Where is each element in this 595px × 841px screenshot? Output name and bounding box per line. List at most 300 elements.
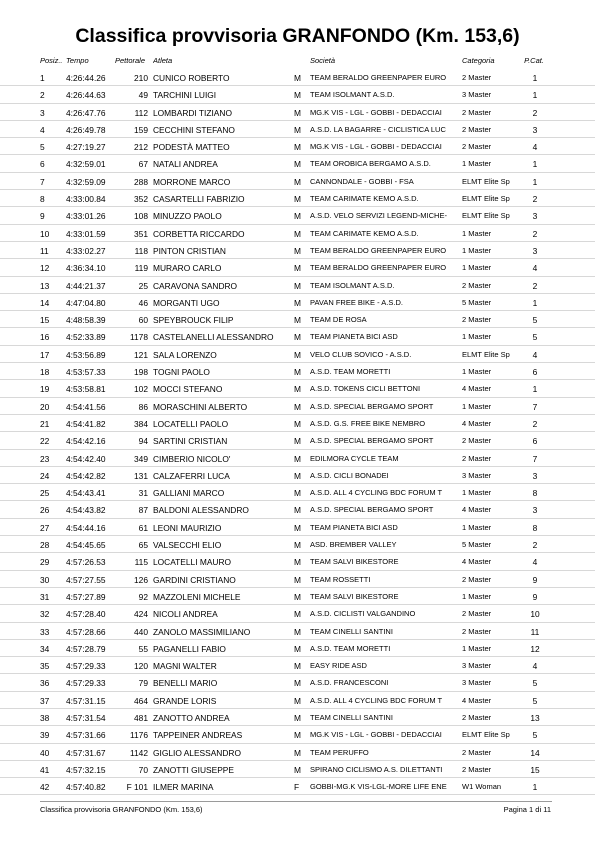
athlete-name-cell: SALA LORENZO (153, 349, 217, 360)
header-category: Categoria (462, 56, 495, 65)
table-row (0, 207, 595, 224)
category-position-cell: 3 (532, 211, 538, 222)
category-position-cell: 11 (530, 626, 540, 637)
team-cell: ASD. BREMBER VALLEY (310, 540, 397, 550)
sex-cell: M (294, 540, 301, 551)
category-cell: 1 Master (462, 643, 492, 653)
position-cell: 20 (40, 401, 50, 412)
time-cell: 4:33:01.26 (66, 211, 106, 222)
athlete-name-cell: GIGLIO ALESSANDRO (153, 747, 241, 758)
time-cell: 4:54:43.82 (66, 505, 106, 516)
bib-cell: 70 (138, 764, 148, 775)
athlete-name-cell: LOMBARDI TIZIANO (153, 107, 232, 118)
category-cell: 2 Master (462, 280, 492, 290)
category-cell: 1 Master (462, 401, 492, 411)
sex-cell: M (294, 730, 301, 741)
sex-cell: M (294, 747, 301, 758)
position-cell: 30 (40, 574, 50, 585)
category-cell: 2 Master (462, 747, 492, 757)
team-cell: TEAM CINELLI SANTINI (310, 712, 393, 722)
position-cell: 11 (40, 245, 49, 256)
category-cell: 2 Master (462, 315, 492, 325)
category-position-cell: 8 (532, 488, 538, 499)
sex-cell: M (294, 643, 301, 654)
table-row (0, 121, 595, 138)
time-cell: 4:26:44.26 (66, 73, 106, 83)
team-cell: TEAM ISOLMANT A.S.D. (310, 280, 395, 290)
page-number: Pagina 1 di 11 (503, 805, 551, 814)
sex-cell: M (294, 678, 301, 689)
position-cell: 34 (40, 643, 50, 654)
team-cell: TEAM ROSSETTI (310, 574, 371, 584)
team-cell: TEAM PIANETA BICI ASD (310, 332, 398, 342)
category-position-cell: 6 (532, 436, 538, 447)
position-cell: 8 (40, 194, 45, 205)
table-row (0, 553, 595, 570)
category-cell: 1 Master (462, 332, 492, 342)
sex-cell: M (294, 107, 301, 118)
category-position-cell: 15 (530, 764, 540, 775)
athlete-name-cell: CASTELANELLI ALESSANDRO (153, 332, 274, 343)
category-position-cell: 4 (532, 349, 538, 360)
category-cell: 1 Master (462, 245, 492, 255)
category-cell: 2 Master (462, 626, 492, 636)
bib-cell: 65 (138, 540, 148, 551)
athlete-name-cell: CORBETTA RICCARDO (153, 228, 245, 239)
athlete-name-cell: GALLIANI MARCO (153, 488, 225, 499)
bib-cell: 351 (134, 228, 148, 239)
bib-cell: 25 (138, 280, 148, 291)
category-cell: ELMT Elite Sp (462, 349, 510, 359)
bib-cell: 1142 (129, 747, 148, 758)
athlete-name-cell: NATALI ANDREA (153, 159, 218, 170)
team-cell: TEAM CARIMATE KEMO A.S.D. (310, 228, 419, 238)
results-table (0, 69, 595, 795)
position-cell: 17 (40, 349, 50, 360)
category-position-cell: 1 (532, 176, 538, 187)
table-row (0, 588, 595, 605)
sex-cell: M (294, 367, 301, 378)
time-cell: 4:53:57.33 (66, 367, 106, 378)
team-cell: EDILMORA CYCLE TEAM (310, 453, 399, 463)
team-cell: A.S.D. TOKENS CICLI BETTONI (310, 384, 421, 394)
time-cell: 4:47:04.80 (66, 297, 106, 308)
category-cell: 2 Master (462, 142, 492, 152)
athlete-name-cell: TARCHINI LUIGI (153, 90, 217, 101)
table-row (0, 328, 595, 345)
category-cell: 2 Master (462, 107, 492, 117)
category-cell: 1 Master (462, 591, 492, 601)
athlete-name-cell: CARAVONA SANDRO (153, 280, 238, 291)
athlete-name-cell: NICOLI ANDREA (153, 609, 218, 620)
category-cell: 2 Master (462, 453, 492, 463)
athlete-name-cell: SARTINI CRISTIAN (153, 436, 228, 447)
time-cell: 4:57:32.15 (66, 764, 106, 775)
category-position-cell: 4 (532, 661, 538, 672)
time-cell: 4:57:28.79 (66, 643, 106, 654)
team-cell: A.S.D. SPECIAL BERGAMO SPORT (310, 505, 434, 515)
bib-cell: 1178 (129, 332, 148, 343)
time-cell: 4:57:31.67 (66, 747, 106, 758)
bib-cell: 61 (138, 522, 148, 533)
table-row (0, 778, 595, 795)
team-cell: CANNONDALE - GOBBI - FSA (310, 176, 414, 186)
sex-cell: M (294, 124, 301, 135)
category-position-cell: 5 (532, 332, 538, 343)
sex-cell: M (294, 557, 301, 568)
category-cell: ELMT Elite Sp (462, 730, 510, 740)
athlete-name-cell: CECCHINI STEFANO (153, 124, 235, 135)
category-cell: 4 Master (462, 695, 492, 705)
position-cell: 9 (40, 211, 45, 222)
time-cell: 4:26:49.78 (66, 124, 106, 135)
time-cell: 4:32:59.09 (66, 176, 106, 187)
category-position-cell: 1 (532, 384, 538, 395)
team-cell: TEAM SALVI BIKESTORE (310, 557, 399, 567)
category-cell: 4 Master (462, 505, 492, 515)
category-cell: ELMT Elite Sp (462, 176, 510, 186)
category-cell: 2 Master (462, 436, 492, 446)
athlete-name-cell: GRANDE LORIS (153, 695, 217, 706)
bib-cell: 288 (134, 176, 148, 187)
position-cell: 21 (40, 418, 50, 429)
athlete-name-cell: CALZAFERRI LUCA (153, 470, 230, 481)
table-row (0, 242, 595, 259)
category-cell: 2 Master (462, 574, 492, 584)
sex-cell: M (294, 332, 301, 343)
bib-cell: 92 (138, 591, 148, 602)
header-time: Tempo (66, 56, 89, 65)
athlete-name-cell: PODESTÀ MATTEO (153, 142, 230, 153)
team-cell: VELO CLUB SOVICO - A.S.D. (310, 349, 412, 359)
time-cell: 4:57:29.33 (66, 678, 106, 689)
athlete-name-cell: MORGANTI UGO (153, 297, 220, 308)
category-position-cell: 5 (532, 695, 538, 706)
team-cell: TEAM DE ROSA (310, 315, 367, 325)
table-row (0, 640, 595, 657)
sex-cell: M (294, 401, 301, 412)
team-cell: TEAM SALVI BIKESTORE (310, 591, 399, 601)
category-cell: 2 Master (462, 764, 492, 774)
sex-cell: M (294, 591, 301, 602)
table-row (0, 155, 595, 172)
bib-cell: 120 (134, 661, 148, 672)
table-row (0, 674, 595, 691)
time-cell: 4:54:42.40 (66, 453, 106, 464)
category-cell: 1 Master (462, 488, 492, 498)
category-position-cell: 4 (532, 142, 538, 153)
athlete-name-cell: CASARTELLI FABRIZIO (153, 194, 245, 205)
bib-cell: 210 (134, 73, 148, 83)
team-cell: PAVAN FREE BIKE - A.S.D. (310, 297, 403, 307)
sex-cell: M (294, 90, 301, 101)
time-cell: 4:57:28.40 (66, 609, 106, 620)
athlete-name-cell: VALSECCHI ELIO (153, 540, 222, 551)
bib-cell: 31 (138, 488, 148, 499)
position-cell: 13 (40, 280, 50, 291)
position-cell: 14 (40, 297, 50, 308)
athlete-name-cell: BALDONI ALESSANDRO (153, 505, 249, 516)
team-cell: TEAM BERALDO GREENPAPER EURO (310, 263, 447, 273)
team-cell: A.S.D. CICLISTI VALGANDINO (310, 609, 416, 619)
position-cell: 35 (40, 661, 50, 672)
table-row (0, 432, 595, 449)
category-position-cell: 14 (530, 747, 540, 758)
time-cell: 4:54:42.16 (66, 436, 106, 447)
athlete-name-cell: CUNICO ROBERTO (153, 73, 230, 83)
bib-cell: 481 (134, 712, 148, 723)
team-cell: A.S.D. LA BAGARRE - CICLISTICA LUC (310, 124, 446, 134)
team-cell: A.S.D. FRANCESCONI (310, 678, 389, 688)
position-cell: 5 (40, 142, 45, 153)
athlete-name-cell: TOGNI PAOLO (153, 367, 210, 378)
header-team: Società (310, 56, 336, 65)
bib-cell: 87 (138, 505, 148, 516)
position-cell: 39 (40, 730, 50, 741)
table-row (0, 190, 595, 207)
category-position-cell: 4 (532, 557, 538, 568)
category-cell: 4 Master (462, 384, 492, 394)
bib-cell: 1176 (129, 730, 148, 741)
header-bib: Pettorale (115, 56, 146, 65)
bib-cell: 49 (138, 90, 148, 101)
time-cell: 4:32:59.01 (66, 159, 106, 170)
table-row (0, 692, 595, 709)
table-row (0, 138, 595, 155)
category-position-cell: 9 (532, 591, 538, 602)
position-cell: 27 (40, 522, 50, 533)
time-cell: 4:53:58.81 (66, 384, 106, 395)
athlete-name-cell: LOCATELLI MAURO (153, 557, 232, 568)
sex-cell: M (294, 505, 301, 516)
athlete-name-cell: MORRONE MARCO (153, 176, 231, 187)
time-cell: 4:57:26.53 (66, 557, 106, 568)
position-cell: 40 (40, 747, 50, 758)
bib-cell: 86 (138, 401, 148, 412)
athlete-name-cell: GARDINI CRISTIANO (153, 574, 236, 585)
team-cell: TEAM CARIMATE KEMO A.S.D. (310, 194, 419, 204)
bib-cell: 108 (134, 211, 148, 222)
sex-cell: M (294, 245, 301, 256)
team-cell: GOBBI-MG.K VIS-LGL-MORE LIFE ENE (310, 782, 447, 792)
bib-cell: 102 (134, 384, 148, 395)
table-row (0, 173, 595, 190)
table-row (0, 657, 595, 674)
sex-cell: M (294, 315, 301, 326)
category-position-cell: 8 (532, 522, 538, 533)
position-cell: 6 (40, 159, 45, 170)
team-cell: MG.K VIS - LGL - GOBBI - DEDACCIAI (310, 730, 442, 740)
bib-cell: 94 (138, 436, 148, 447)
category-position-cell: 2 (532, 418, 538, 429)
category-position-cell: 2 (532, 540, 538, 551)
category-position-cell: 3 (532, 245, 538, 256)
sex-cell: M (294, 176, 301, 187)
bib-cell: 126 (134, 574, 148, 585)
category-position-cell: 2 (532, 280, 538, 291)
team-cell: A.S.D. ALL 4 CYCLING BDC FORUM T (310, 488, 443, 498)
bib-cell: 119 (134, 263, 148, 274)
sex-cell: M (294, 73, 301, 83)
category-cell: 2 Master (462, 609, 492, 619)
athlete-name-cell: MORASCHINI ALBERTO (153, 401, 248, 412)
category-cell: 2 Master (462, 124, 492, 134)
category-position-cell: 7 (532, 453, 538, 464)
bib-cell: 131 (134, 470, 148, 481)
team-cell: TEAM PIANETA BICI ASD (310, 522, 398, 532)
team-cell: SPIRANO CICLISMO A.S. DILETTANTI (310, 764, 443, 774)
athlete-name-cell: MAGNI WALTER (153, 661, 217, 672)
position-cell: 28 (40, 540, 50, 551)
time-cell: 4:57:28.66 (66, 626, 106, 637)
table-row (0, 623, 595, 640)
sex-cell: M (294, 695, 301, 706)
time-cell: 4:26:44.63 (66, 90, 106, 101)
sex-cell: M (294, 263, 301, 274)
time-cell: 4:33:02.27 (66, 245, 106, 256)
time-cell: 4:54:41.82 (66, 418, 106, 429)
header-athlete: Atleta (153, 56, 173, 65)
time-cell: 4:27:19.27 (66, 142, 106, 153)
table-row (0, 398, 595, 415)
position-cell: 3 (40, 107, 45, 118)
team-cell: A.S.D. TEAM MORETTI (310, 367, 391, 377)
sex-cell: M (294, 488, 301, 499)
athlete-name-cell: ZANOLO MASSIMILIANO (153, 626, 251, 637)
category-cell: 4 Master (462, 418, 492, 428)
bib-cell: 440 (134, 626, 148, 637)
bib-cell: 67 (138, 159, 148, 170)
category-cell: 3 Master (462, 90, 492, 100)
category-position-cell: 1 (532, 73, 538, 83)
position-cell: 37 (40, 695, 50, 706)
athlete-name-cell: MURARO CARLO (153, 263, 222, 274)
category-cell: 2 Master (462, 73, 492, 82)
sex-cell: M (294, 228, 301, 239)
time-cell: 4:48:58.39 (66, 315, 106, 326)
sex-cell: M (294, 574, 301, 585)
category-cell: 1 Master (462, 228, 492, 238)
bib-cell: 464 (134, 695, 148, 706)
sex-cell: M (294, 349, 301, 360)
table-row (0, 277, 595, 294)
category-cell: 3 Master (462, 470, 492, 480)
table-row (0, 225, 595, 242)
category-cell: ELMT Elite Sp (462, 211, 510, 221)
time-cell: 4:33:00.84 (66, 194, 106, 205)
position-cell: 26 (40, 505, 50, 516)
athlete-name-cell: LOCATELLI PAOLO (153, 418, 229, 429)
bib-cell: 384 (134, 418, 148, 429)
time-cell: 4:57:27.55 (66, 574, 106, 585)
table-row (0, 571, 595, 588)
team-cell: TEAM BERALDO GREENPAPER EURO (310, 245, 447, 255)
category-position-cell: 10 (530, 609, 540, 620)
sex-cell: F (294, 782, 300, 793)
time-cell: 4:57:31.54 (66, 712, 106, 723)
category-position-cell: 5 (532, 315, 538, 326)
athlete-name-cell: LEONI MAURIZIO (153, 522, 222, 533)
time-cell: 4:52:33.89 (66, 332, 106, 343)
athlete-name-cell: ZANOTTO ANDREA (153, 712, 230, 723)
header-position: Posiz.. (40, 56, 63, 65)
table-row (0, 536, 595, 553)
team-cell: A.S.D. G.S. FREE BIKE NEMBRO (310, 418, 426, 428)
time-cell: 4:54:42.82 (66, 470, 106, 481)
athlete-name-cell: CIMBERIO NICOLO' (153, 453, 231, 464)
time-cell: 4:54:43.41 (66, 488, 106, 499)
table-row (0, 726, 595, 743)
position-cell: 42 (40, 782, 50, 793)
footer-title: Classifica provvisoria GRANFONDO (Km. 153,6) (40, 805, 203, 814)
category-cell: 3 Master (462, 678, 492, 688)
category-position-cell: 4 (532, 263, 538, 274)
sex-cell: M (294, 211, 301, 222)
bib-cell: 112 (134, 107, 148, 118)
position-cell: 4 (40, 124, 45, 135)
time-cell: 4:57:40.82 (66, 782, 106, 793)
bib-cell: 198 (134, 367, 148, 378)
time-cell: 4:44:21.37 (66, 280, 106, 291)
category-position-cell: 5 (532, 678, 538, 689)
sex-cell: M (294, 384, 301, 395)
position-cell: 15 (40, 315, 50, 326)
category-cell: 1 Master (462, 159, 492, 169)
category-position-cell: 6 (532, 367, 538, 378)
bib-cell: 115 (134, 557, 148, 568)
bib-cell: 121 (134, 349, 148, 360)
category-cell: 1 Master (462, 367, 492, 377)
time-cell: 4:54:45.65 (66, 540, 106, 551)
bib-cell: 424 (134, 609, 148, 620)
athlete-name-cell: PINTON CRISTIAN (153, 245, 226, 256)
category-cell: 5 Master (462, 297, 492, 307)
sex-cell: M (294, 764, 301, 775)
time-cell: 4:53:56.89 (66, 349, 106, 360)
table-row (0, 259, 595, 276)
position-cell: 10 (40, 228, 50, 239)
position-cell: 32 (40, 609, 50, 620)
bib-cell: 46 (138, 297, 148, 308)
time-cell: 4:57:29.33 (66, 661, 106, 672)
time-cell: 4:57:27.89 (66, 591, 106, 602)
table-row (0, 363, 595, 380)
team-cell: MG.K VIS - LGL - GOBBI - DEDACCIAI (310, 107, 442, 117)
position-cell: 1 (40, 73, 45, 83)
position-cell: 12 (40, 263, 50, 274)
table-row (0, 744, 595, 761)
category-position-cell: 5 (532, 730, 538, 741)
sex-cell: M (294, 436, 301, 447)
team-cell: A.S.D. SPECIAL BERGAMO SPORT (310, 436, 434, 446)
position-cell: 7 (40, 176, 45, 187)
time-cell: 4:26:47.76 (66, 107, 106, 118)
table-row (0, 519, 595, 536)
athlete-name-cell: BENELLI MARIO (153, 678, 218, 689)
sex-cell: M (294, 453, 301, 464)
sex-cell: M (294, 522, 301, 533)
category-cell: 5 Master (462, 540, 492, 550)
sex-cell: M (294, 609, 301, 620)
athlete-name-cell: TAPPEINER ANDREAS (153, 730, 243, 741)
athlete-name-cell: ZANOTTI GIUSEPPE (153, 764, 234, 775)
category-position-cell: 12 (530, 643, 540, 654)
category-cell: 3 Master (462, 661, 492, 671)
time-cell: 4:57:31.66 (66, 730, 106, 741)
table-row (0, 709, 595, 726)
table-row (0, 415, 595, 432)
time-cell: 4:33:01.59 (66, 228, 106, 239)
